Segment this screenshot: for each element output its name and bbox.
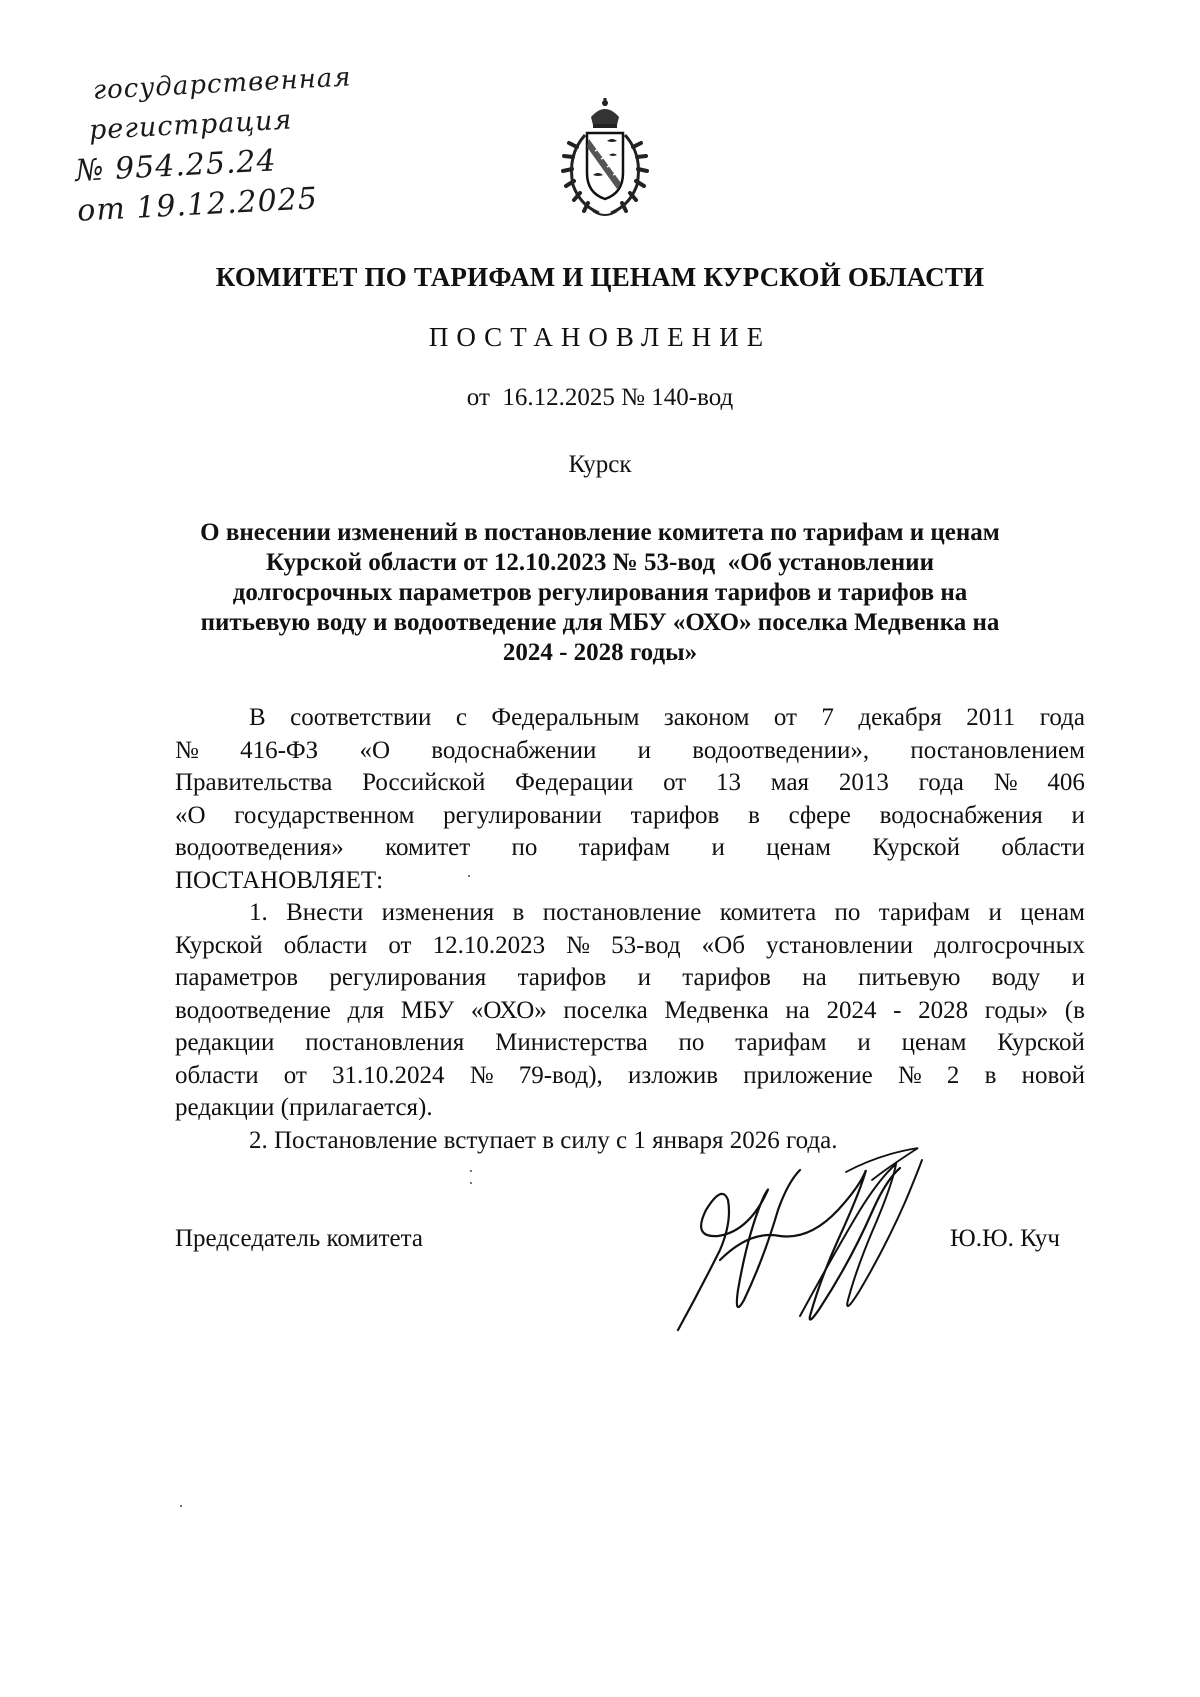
word: ценам [766, 834, 831, 861]
word: тарифам [735, 1029, 827, 1056]
word: Внести [286, 899, 364, 926]
item-1-line [175, 930, 1085, 963]
word: «О [359, 736, 391, 764]
word: изменения [381, 899, 495, 926]
preamble-line [175, 735, 1085, 768]
word: и [711, 834, 725, 861]
word: новой [1021, 1061, 1085, 1089]
word: МБУ [400, 996, 455, 1024]
coat-of-arms-icon [555, 95, 655, 220]
word: в [984, 1061, 997, 1089]
word: ценам [901, 1029, 967, 1056]
document-city: Курск [568, 451, 632, 478]
word: для [347, 996, 385, 1024]
preamble-line [175, 767, 1085, 800]
word: и [1071, 964, 1085, 991]
scan-speck [180, 1505, 182, 1507]
word: законом [663, 704, 750, 731]
word: № [897, 1061, 922, 1089]
word: - [893, 996, 902, 1024]
word: 416-ФЗ [240, 736, 319, 764]
preamble-line [175, 800, 1085, 833]
word: мая [770, 769, 810, 796]
preamble-line [175, 832, 1085, 865]
word: Российской [362, 769, 486, 796]
word: ценам [1020, 899, 1085, 926]
signatory-name: Ю.Ю. Куч [950, 1225, 1061, 1252]
word: (в [1064, 996, 1085, 1024]
word: № [175, 736, 199, 764]
word: сфере [788, 801, 851, 829]
scan-speck [470, 1170, 472, 1172]
item-1-line [175, 995, 1085, 1028]
registration-handwritten-note [70, 58, 353, 231]
word: 53-вод [611, 931, 681, 959]
word: «Об [701, 931, 745, 959]
item-1-line [175, 1027, 1085, 1060]
word: постановлением [910, 736, 1085, 764]
word: водоотведение [175, 996, 331, 1024]
registration-note-number: № 954.25.24 [74, 143, 278, 189]
word: В [249, 704, 266, 731]
word: от [388, 931, 412, 959]
document-date-number: от 16.12.2025 № 140-вод [466, 384, 734, 411]
word: годы» [984, 996, 1049, 1024]
word: с [455, 704, 467, 731]
word: водоотведении», [692, 736, 870, 764]
word: и [1071, 801, 1085, 829]
word: и [637, 736, 652, 764]
word: регулировании [443, 801, 602, 829]
item-2-text: 2. Постановление вступает в силу с 1 января 2026 года. [249, 1126, 838, 1154]
subject-line: долгосрочных параметров регулирования тарифов и тарифов на [232, 579, 968, 606]
word: от [283, 1061, 307, 1089]
word: декабря [858, 704, 942, 731]
word: 2 [946, 1061, 960, 1089]
item-1-line [175, 1060, 1085, 1093]
document-subject [170, 518, 1030, 668]
word: «ОХО» [470, 996, 547, 1024]
document-type: ПОСТАНОВЛЕНИЕ [428, 322, 772, 352]
word: государственном [234, 801, 415, 829]
registration-note-date: от 19.12.2025 [76, 181, 319, 229]
item-1-line: редакции (прилагается). [175, 1094, 433, 1121]
word: Медвенка [664, 996, 769, 1024]
word: питьевую [858, 964, 961, 991]
word: комитета [719, 899, 817, 926]
word: тарифов [630, 801, 720, 829]
word: в [512, 899, 525, 926]
word: Министерства [495, 1029, 648, 1056]
word: по [511, 834, 538, 861]
word: и [988, 899, 1002, 926]
word: 13 [715, 769, 741, 796]
subject-line: О внесении изменений в постановление комитета по тарифам и ценам [200, 519, 1000, 546]
document-body [175, 702, 1085, 1157]
word: и [637, 964, 651, 991]
word: 406 [1047, 769, 1085, 796]
word: постановление [542, 899, 702, 926]
word: № [993, 769, 1018, 796]
word: соответствии [290, 704, 432, 731]
word: области [283, 931, 368, 959]
word: 12.10.2023 [432, 931, 546, 959]
word: 79-вод), [518, 1061, 603, 1089]
word: области [1001, 834, 1085, 861]
word: 1. [249, 899, 268, 926]
word: тарифам [578, 834, 671, 861]
word: установлении [766, 931, 913, 959]
subject-line: питьевую воду и водоотведение для МБУ «ОХО» поселка Медвенка на [200, 609, 1000, 636]
handwritten-signature-icon [660, 1140, 960, 1340]
word: области [175, 1061, 259, 1089]
word: года [1039, 704, 1085, 731]
word: 2024 [826, 996, 877, 1024]
item-1-line [175, 962, 1085, 995]
word: 7 [821, 704, 834, 731]
word: тарифов [517, 964, 607, 991]
word: Курской [997, 1029, 1085, 1056]
item-1-line [175, 897, 1085, 930]
subject-line: Курской области от 12.10.2023 № 53-вод «Об установлении [266, 549, 934, 576]
word: параметров [175, 964, 299, 991]
word: № [566, 931, 591, 959]
word: 31.10.2024 [332, 1061, 445, 1089]
word: приложение [743, 1061, 873, 1089]
word: водоснабжения [879, 801, 1043, 829]
word: воду [991, 964, 1041, 991]
word: редакции [175, 1029, 275, 1056]
word: по [678, 1029, 705, 1056]
registration-note-line: государственная [92, 62, 353, 106]
word: от [663, 769, 687, 796]
word: водоотведения» [175, 834, 344, 861]
word: года [918, 769, 964, 796]
subject-line: 2024 - 2028 годы» [502, 639, 698, 666]
word: в [748, 801, 760, 829]
word: долгосрочных [934, 931, 1085, 959]
resolution-word: ПОСТАНОВЛЯЕТ: [175, 866, 384, 894]
word: тарифов [682, 964, 771, 991]
word: Правительства [175, 769, 333, 796]
word: 2013 [838, 769, 889, 796]
word: регулирования [329, 964, 487, 991]
word: «О [175, 801, 206, 829]
signatory-position: Председатель комитета [175, 1225, 423, 1252]
word: поселка [563, 996, 648, 1024]
word: комитет [385, 834, 471, 861]
word: № [469, 1061, 494, 1089]
word: Федеральным [491, 704, 640, 731]
scan-speck [470, 1182, 472, 1184]
word: водоснабжении [431, 736, 597, 764]
word: на [802, 964, 827, 991]
scan-speck [468, 875, 470, 877]
word: Курской [872, 834, 960, 861]
word: и [857, 1029, 871, 1056]
word: от [773, 704, 797, 731]
word: тарифам [878, 899, 971, 926]
word: на [785, 996, 810, 1024]
word: постановления [305, 1029, 465, 1056]
preamble-line [175, 702, 1085, 735]
word: 2011 [966, 704, 1016, 731]
word: изложив [627, 1061, 719, 1089]
organization-title: КОМИТЕТ ПО ТАРИФАМ И ЦЕНАМ КУРСКОЙ ОБЛАСТИ [215, 262, 985, 292]
word: 2028 [918, 996, 969, 1024]
registration-note-line: регистрация [88, 104, 294, 147]
word: Курской [175, 931, 263, 959]
word: по [834, 899, 861, 926]
word: Федерации [515, 769, 634, 796]
